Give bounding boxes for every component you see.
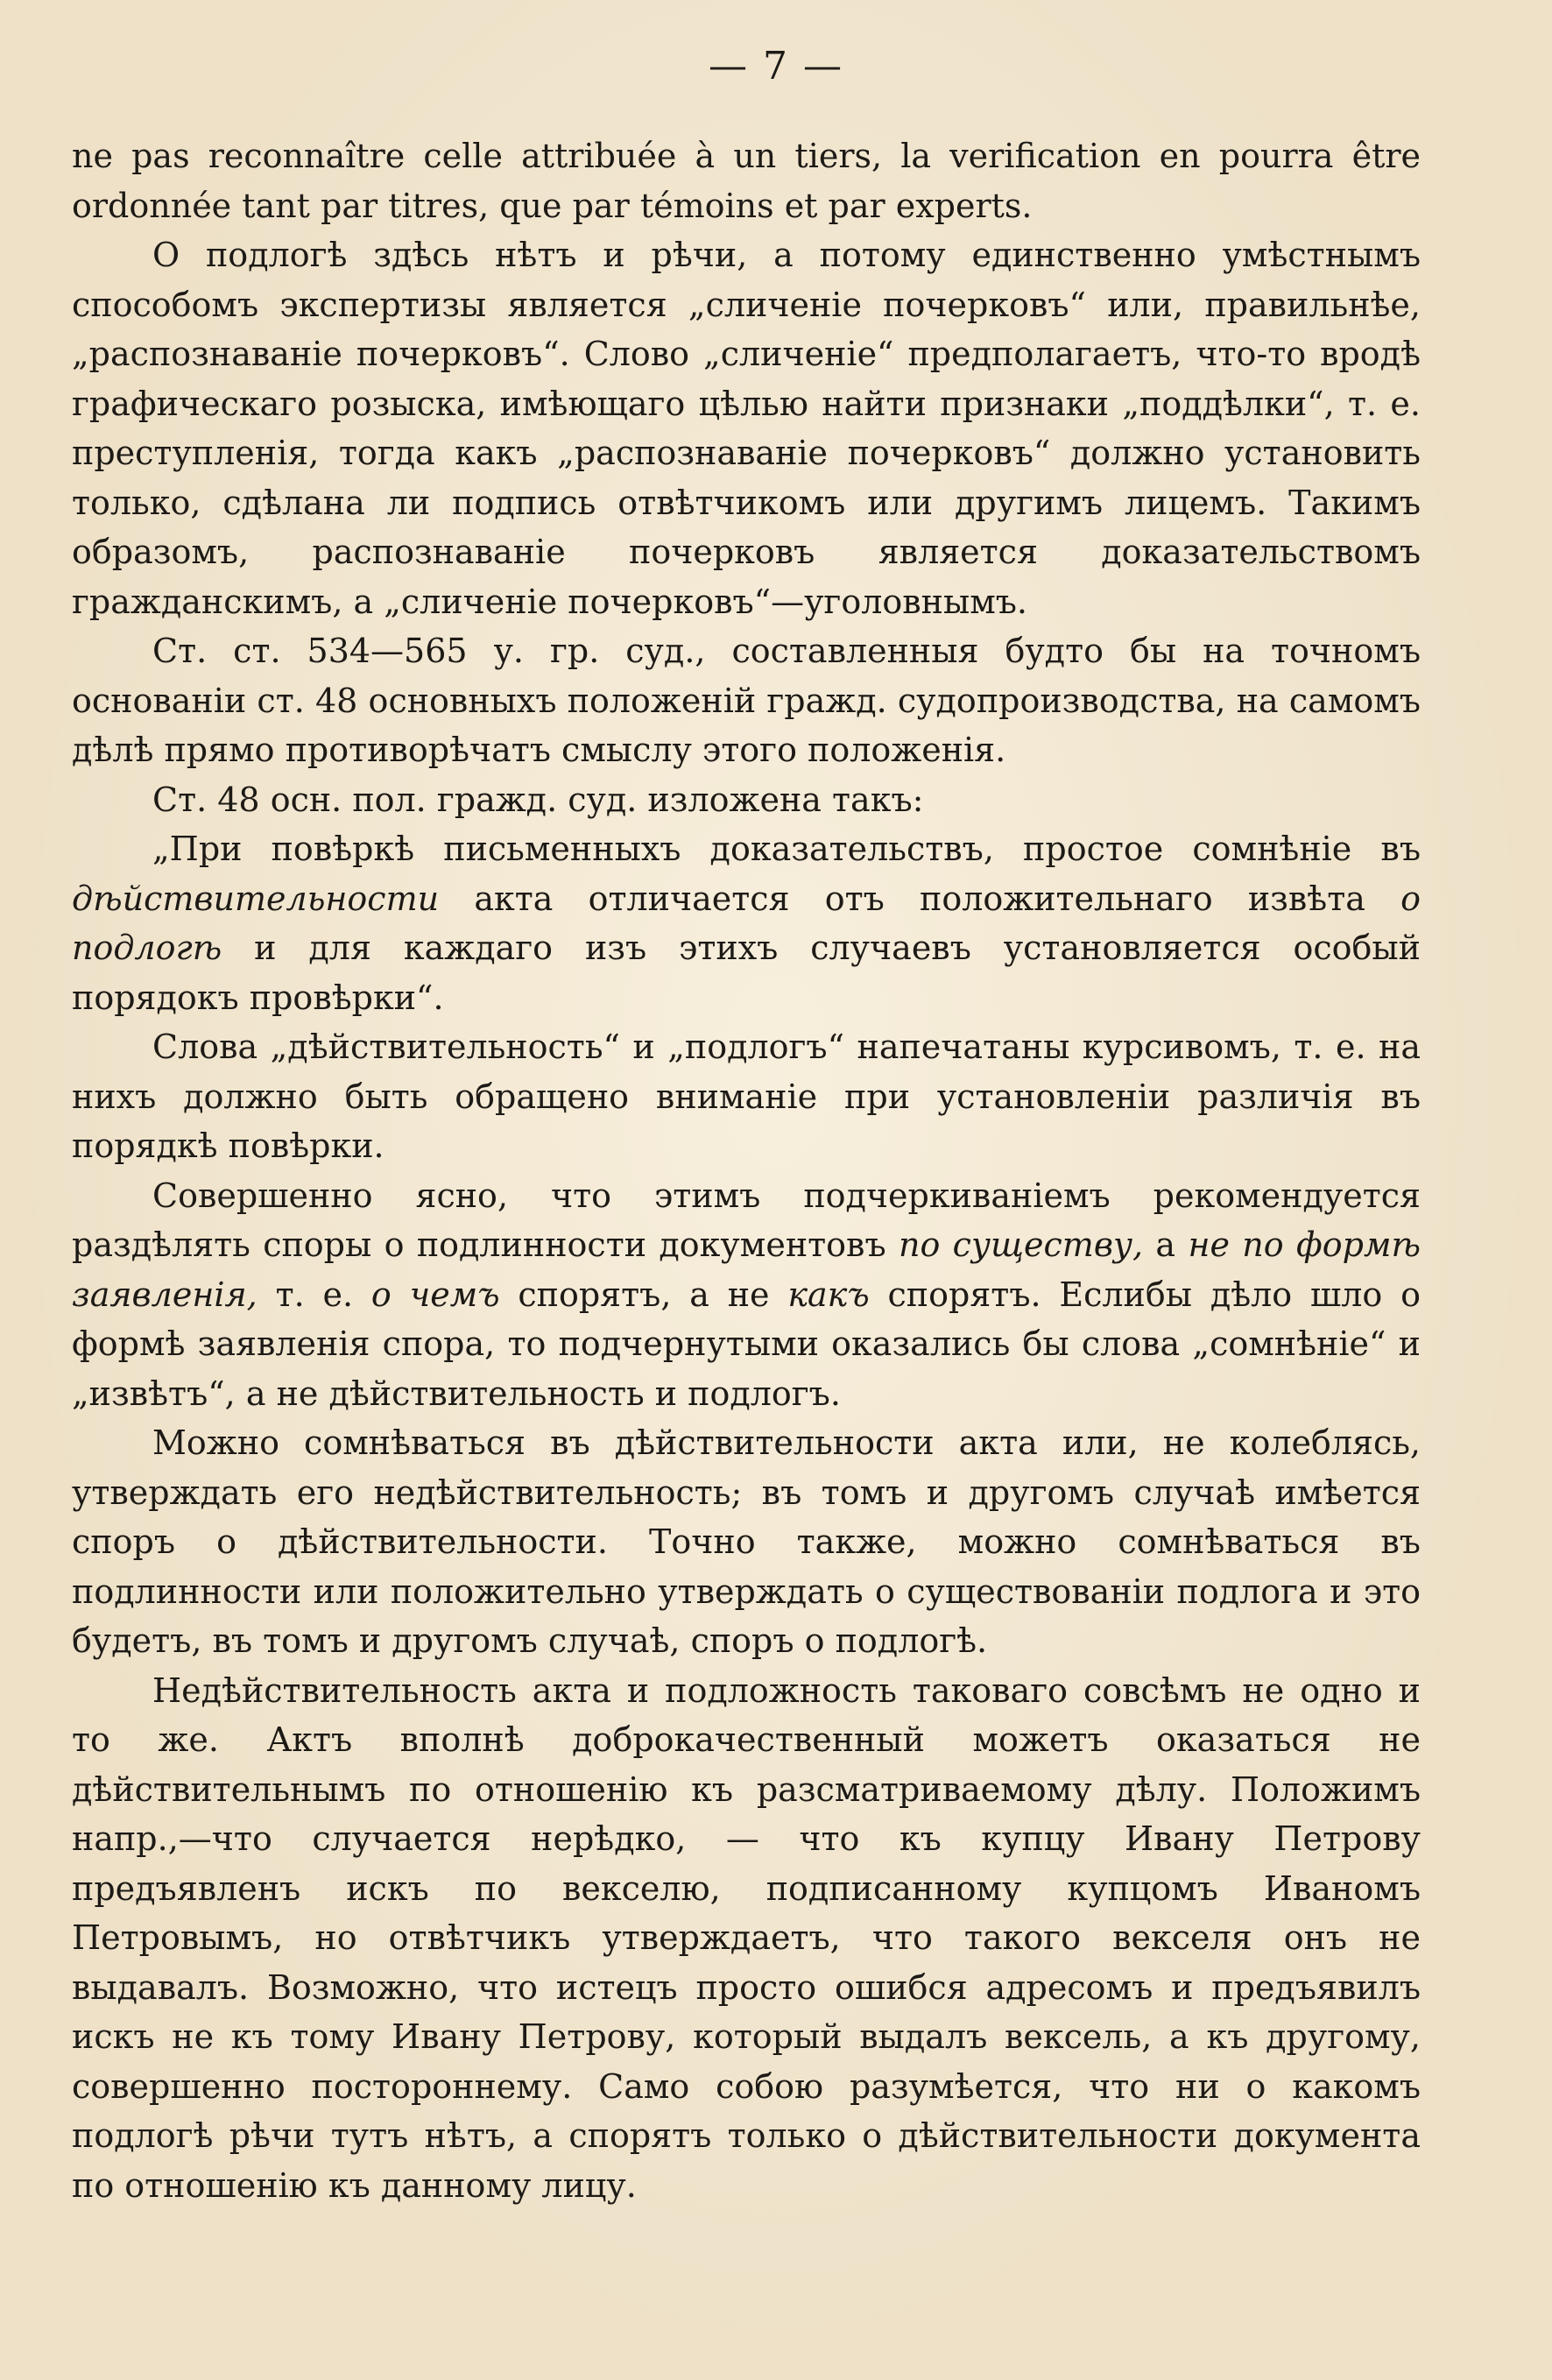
- page-number: — 7 —: [709, 44, 843, 88]
- paragraph-text: спорятъ, а не: [499, 1275, 788, 1314]
- italic-text: не по формѣ заявленiя,: [72, 1225, 1421, 1314]
- italic-text: по существу,: [898, 1225, 1144, 1264]
- paragraph-text: а: [1143, 1225, 1189, 1264]
- paragraph-text: „При повѣркѣ письменныхъ доказательствъ, простое сомнѣнiе въ: [152, 830, 1421, 868]
- paragraph: [72, 1022, 1421, 1171]
- paragraph: [72, 131, 1421, 230]
- paragraph-text: Ст. 48 осн. пол. гражд. суд. изложена такъ:: [152, 780, 924, 819]
- paragraph: [72, 626, 1421, 775]
- italic-text: дѣйствительности: [72, 879, 440, 918]
- paragraph: [72, 1418, 1421, 1666]
- paragraph-text: и для каждаго изъ этихъ случаевъ установляется особый порядокъ провѣрки“.: [72, 929, 1421, 1017]
- paragraph-text: О подлогѣ здѣсь нѣтъ и рѣчи, а потому единственно умѣстнымъ способомъ экспертизы является „сличенiе почерковъ“ или, правильнѣе, „распознаванiе почерковъ“. Слово „сличенiе“ предполагаетъ, что-то вродѣ графическаго розыска, имѣющаго цѣлью найти признаки „поддѣлки“, т. е. преступленiя, тогда какъ „распознаванiе почерковъ“ должно установить только, сдѣлана ли подпись отвѣтчикомъ или другимъ лицемъ. Такимъ образомъ, распознаванiе почерковъ является доказательствомъ гражданскимъ, а „сличенiе почерковъ“—уголовнымъ.: [72, 236, 1421, 621]
- italic-text: о чемъ: [370, 1275, 500, 1314]
- paragraph-text: спорятъ. Еслибы дѣло шло о формѣ заявленiя спора, то подчернутыми оказались бы слова „сомнѣнiе“ и „извѣтъ“, а не дѣйствительность и подлогъ.: [72, 1275, 1421, 1413]
- paragraph-text: Ст. ст. 534—565 у. гр. суд., составленныя будто бы на точномъ основанiи ст. 48 основныхъ положенiй гражд. судопроизводства, на самомъ дѣлѣ прямо противорѣчатъ смыслу этого положенiя.: [72, 632, 1421, 769]
- italic-text: какъ: [787, 1275, 870, 1314]
- paragraph-text: Слова „дѣйствительность“ и „подлогъ“ напечатаны курсивомъ, т. е. на нихъ должно быть обращено вниманiе при установленiи различiя въ порядкѣ повѣрки.: [72, 1028, 1421, 1165]
- paragraph: [72, 1171, 1421, 1419]
- paragraph-text: акта отличается отъ положительнаго извѣта: [439, 879, 1401, 918]
- paragraph: [72, 824, 1421, 1022]
- paragraph-text: ne pas reconnaître celle attribuée à un tiers, la verification en pourra être ordonnée tant par titres, que par témoins et par experts.: [72, 137, 1421, 225]
- paragraph-text: т. е.: [257, 1275, 371, 1314]
- paragraph-text: Недѣйствительность акта и подложность таковаго совсѣмъ не одно и то же. Актъ вполнѣ доброкачественный можетъ оказаться не дѣйствительнымъ по отношенiю къ разсматриваемому дѣлу. Положимъ напр.,—что случается нерѣдко, — что къ купцу Ивану Петрову предъявленъ искъ по векселю, подписанному купцомъ Иваномъ Петровымъ, но отвѣтчикъ утверждаетъ, что такого векселя онъ не выдавалъ. Возможно, что истецъ просто ошибся адресомъ и предъявилъ искъ не къ тому Ивану Петрову, который выдалъ вексель, а къ другому, совершенно постороннему. Само собою разумѣется, что ни о какомъ подлогѣ рѣчи тутъ нѣтъ, а спорятъ только о дѣйствительности документа по отношенiю къ данному лицу.: [72, 1670, 1421, 2205]
- paragraph: [72, 230, 1421, 626]
- paragraph: [72, 775, 1421, 825]
- paragraph: [72, 1666, 1421, 2211]
- body-text: [72, 131, 1421, 2210]
- paragraph-text: Можно сомнѣваться въ дѣйствительности акта или, не колеблясь, утверждать его недѣйствительность; въ томъ и другомъ случаѣ имѣется споръ о дѣйствительности. Точно также, можно сомнѣваться въ подлинности или положительно утверждать о существованiи подлога и это будетъ, въ томъ и другомъ случаѣ, споръ о подлогѣ.: [72, 1423, 1421, 1660]
- paragraph-text: Совершенно ясно, что этимъ подчеркиванiемъ рекомендуется раздѣлять споры о подлинности документовъ: [72, 1176, 1421, 1264]
- italic-text: о подлогѣ: [72, 879, 1421, 967]
